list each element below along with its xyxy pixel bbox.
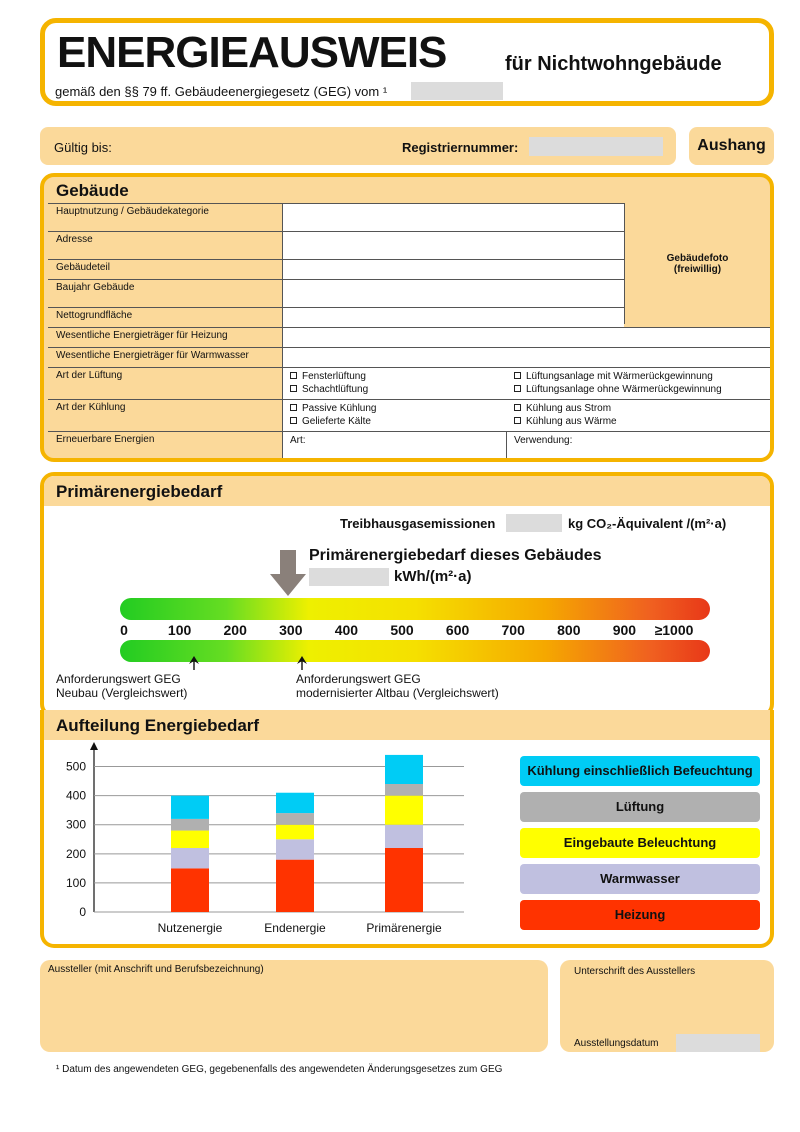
energy-scale-bar-top [120, 598, 710, 620]
bar-segment-heizung [385, 848, 423, 912]
bar-segment-kühlung-einschließlich-befeuchtung [171, 796, 209, 819]
y-tick-label: 300 [65, 817, 86, 832]
signature-box[interactable] [560, 960, 774, 1052]
building-row-label: Hauptnutzung / Gebäudekategorie [56, 206, 209, 217]
building-row-label: Wesentliche Energieträger für Heizung [56, 330, 228, 341]
checkbox[interactable] [290, 417, 297, 424]
building-row-value[interactable] [282, 204, 624, 232]
law-reference: gemäß den §§ 79 ff. Gebäudeenergiegesetz (GEG) vom ¹ [55, 84, 388, 99]
y-tick-label: 0 [79, 905, 86, 919]
issue-date-field[interactable] [676, 1034, 760, 1052]
bar-segment-warmwasser [276, 839, 314, 859]
energy-split-chart [44, 740, 514, 946]
x-category-label: Primärenergie [366, 921, 442, 935]
energy-split-title: Aufteilung Energiebedarf [56, 716, 260, 735]
building-section [40, 173, 774, 462]
building-row-value[interactable] [282, 308, 624, 328]
footnote: ¹ Datum des angewendeten GEG, gegebenenfalls des angewendeten Änderungsgesetzes zum GEG [56, 1064, 503, 1075]
issuer-box[interactable] [40, 960, 548, 1052]
bar-segment-kühlung-einschließlich-befeuchtung [385, 755, 423, 784]
scale-tick-label: 200 [223, 622, 247, 638]
scale-tick-label: 300 [279, 622, 303, 638]
requirement-old-arrow-icon [297, 656, 307, 670]
building-row-label: Gebäudeteil [56, 262, 110, 273]
checkbox-option[interactable]: Passive Kühlung [290, 403, 377, 414]
current-value-arrow-icon [270, 550, 306, 596]
primary-energy-section [40, 472, 774, 718]
legend-item: Lüftung [520, 792, 760, 822]
building-row-hotwater-carrier [48, 347, 770, 367]
building-row-value[interactable] [282, 260, 624, 280]
document-title: ENERGIEAUSWEIS [57, 28, 447, 77]
signature-label: Unterschrift des Ausstellers [574, 966, 696, 977]
checkbox-option[interactable]: Schachtlüftung [290, 384, 368, 395]
scale-tick-label: ≥1000 [654, 622, 694, 638]
building-section-title: Gebäude [56, 181, 129, 200]
issue-date-label: Ausstellungsdatum [574, 1038, 659, 1049]
checkbox-option[interactable]: Kühlung aus Strom [514, 403, 611, 414]
legend-item: Heizung [520, 900, 760, 930]
y-tick-label: 100 [65, 875, 86, 890]
checkbox[interactable] [290, 404, 297, 411]
bar-segment-eingebaute-beleuchtung [276, 825, 314, 840]
energy-scale-bar-bottom [120, 640, 710, 662]
energy-split-header [44, 710, 770, 740]
building-row-label: Art der Lüftung [56, 370, 123, 381]
checkbox-option[interactable]: Fensterlüftung [290, 371, 366, 382]
scale-tick-label: 500 [390, 622, 414, 638]
building-row-label: Wesentliche Energieträger für Warmwasser [56, 350, 249, 361]
y-tick-label: 400 [65, 788, 86, 803]
scale-tick-label: 800 [557, 622, 581, 638]
scale-tick-label: 0 [120, 622, 128, 638]
scale-tick-label: 700 [501, 622, 525, 638]
scale-tick-label: 900 [612, 622, 637, 638]
checkbox-option[interactable]: Lüftungsanlage mit Wärmerückgewinnung [514, 371, 713, 382]
building-row-label: Nettogrundfläche [56, 310, 133, 321]
bar-segment-warmwasser [385, 825, 423, 848]
legend-item: Kühlung einschließlich Befeuchtung [520, 756, 760, 786]
registration-number-field[interactable] [529, 137, 663, 156]
y-tick-label: 500 [65, 759, 86, 774]
valid-until-label: Gültig bis: [54, 140, 112, 155]
bar-segment-lüftung [385, 784, 423, 796]
renewable-type-label: Art: [290, 435, 306, 446]
checkbox[interactable] [290, 385, 297, 392]
renewable-divider [506, 431, 507, 459]
validity-bar [40, 127, 676, 165]
bar-segment-kühlung-einschließlich-befeuchtung [276, 793, 314, 813]
requirement-new-arrow-icon [189, 656, 199, 670]
building-row-value[interactable] [282, 232, 624, 260]
aushang-label: Aushang [689, 127, 774, 165]
emissions-label: Treibhausgasemissionen [340, 516, 496, 531]
checkbox-option[interactable]: Lüftungsanlage ohne Wärmerückgewinnung [514, 384, 722, 395]
x-category-label: Endenergie [264, 921, 326, 935]
building-row-value[interactable] [282, 328, 770, 348]
energy-split-section [40, 710, 774, 948]
building-row-label: Art der Kühlung [56, 402, 126, 413]
checkbox[interactable] [514, 404, 521, 411]
bar-segment-warmwasser [171, 848, 209, 868]
checkbox[interactable] [290, 372, 297, 379]
building-row-cooling [48, 399, 770, 431]
requirement-new-label: Anforderungswert GEG Neubau (Vergleichswert) [56, 672, 188, 700]
building-row-label: Baujahr Gebäude [56, 282, 135, 293]
bar-segment-heizung [276, 860, 314, 912]
legend-item: Eingebaute Beleuchtung [520, 828, 760, 858]
bar-segment-eingebaute-beleuchtung [171, 831, 209, 848]
scale-tick-label: 400 [334, 622, 359, 638]
bar-segment-heizung [171, 868, 209, 912]
building-row-heating-carrier [48, 327, 770, 347]
header-box [40, 18, 774, 106]
renewable-usage-label: Verwendung: [514, 435, 573, 446]
primary-energy-field[interactable] [309, 568, 389, 586]
primary-energy-title: Primärenergiebedarf [56, 482, 223, 501]
checkbox-option[interactable]: Kühlung aus Wärme [514, 416, 617, 427]
building-row-renewables [48, 431, 770, 459]
bar-segment-lüftung [276, 813, 314, 825]
checkbox[interactable] [514, 417, 521, 424]
building-photo-placeholder[interactable]: Gebäudefoto (freiwillig) [624, 203, 770, 324]
checkbox[interactable] [514, 385, 521, 392]
emissions-unit: kg CO₂-Äquivalent /(m²·a) [568, 516, 727, 531]
building-row-value[interactable] [282, 348, 770, 368]
primary-energy-unit: kWh/(m²·a) [394, 568, 472, 585]
checkbox-option[interactable]: Gelieferte Kälte [290, 416, 371, 427]
scale-tick-label: 100 [167, 622, 192, 638]
y-axis-arrow-icon [90, 742, 98, 750]
scale-tick-label: 600 [445, 622, 470, 638]
checkbox[interactable] [514, 372, 521, 379]
building-row-label: Erneuerbare Energien [56, 434, 155, 445]
law-date-field[interactable] [411, 82, 503, 100]
requirement-old-label: Anforderungswert GEG modernisierter Altbau (Vergleichswert) [296, 672, 499, 700]
legend-item: Warmwasser [520, 864, 760, 894]
y-tick-label: 200 [65, 846, 86, 861]
bar-segment-lüftung [171, 819, 209, 831]
primary-energy-header [44, 476, 770, 506]
registration-label: Registriernummer: [402, 140, 519, 155]
emissions-field[interactable] [506, 514, 562, 532]
bar-segment-eingebaute-beleuchtung [385, 796, 423, 825]
building-row-label: Adresse [56, 234, 93, 245]
x-category-label: Nutzenergie [157, 921, 223, 935]
issuer-label: Aussteller (mit Anschrift und Berufsbezeichnung) [48, 964, 264, 975]
building-row-value[interactable] [282, 280, 624, 308]
primary-energy-label: Primärenergiebedarf dieses Gebäudes [309, 547, 602, 564]
document-subtitle: für Nichtwohngebäude [505, 53, 722, 75]
